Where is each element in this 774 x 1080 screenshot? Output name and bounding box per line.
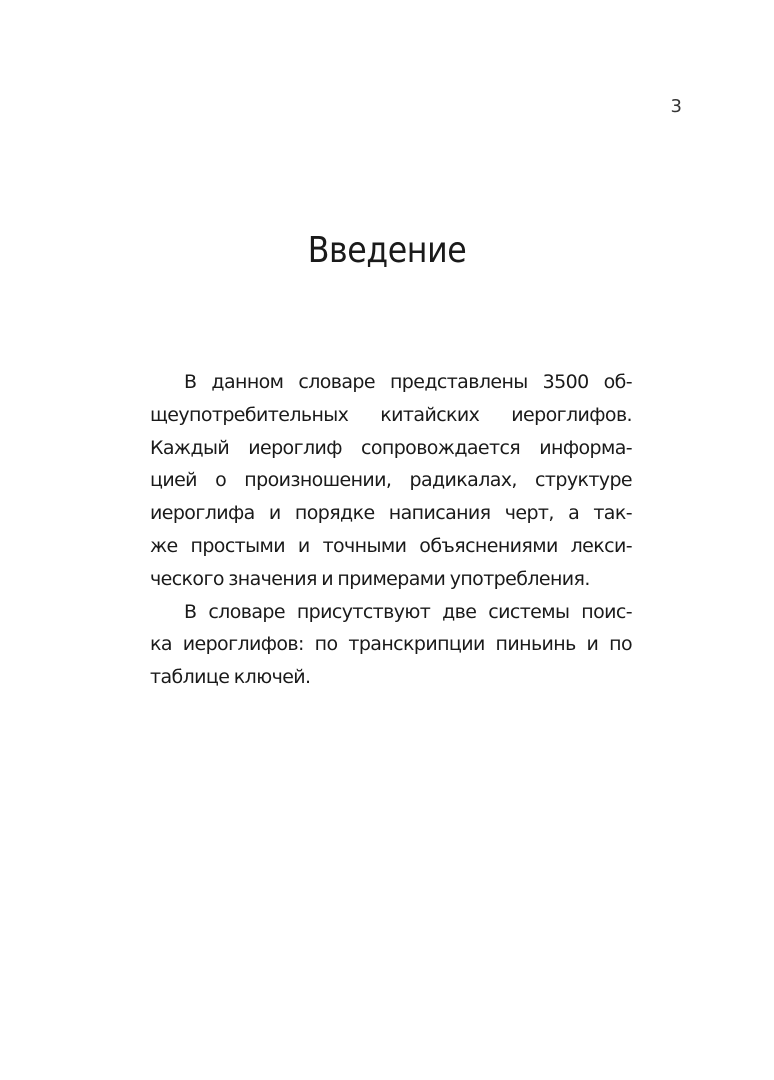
paragraph-line: В словаре присутствуют две системы поис- xyxy=(184,600,632,623)
paragraph-line: щеупотребительных китайских иероглифов. xyxy=(150,403,632,426)
paragraph-line: В данном словаре представлены 3500 об- xyxy=(184,371,632,393)
paragraph-line: иероглифа и порядке написания черт, а так- xyxy=(150,502,632,525)
paragraph-line: цией о произношении, радикалах, структуре xyxy=(150,469,632,492)
paragraph-line: же простыми и точными объяснениями лекси- xyxy=(150,534,632,557)
paragraph-line: ка иероглифов: по транскрипции пиньинь и по xyxy=(150,633,632,656)
paragraph-line: ческого значения и примерами употребления. xyxy=(150,567,590,590)
paragraph-line: таблице ключей. xyxy=(150,666,311,689)
page-number: 3 xyxy=(670,96,682,117)
paragraph-line: Каждый иероглиф сопровождается информа- xyxy=(150,436,632,459)
page-title: Введение xyxy=(307,230,467,271)
introduction-body xyxy=(150,366,632,694)
